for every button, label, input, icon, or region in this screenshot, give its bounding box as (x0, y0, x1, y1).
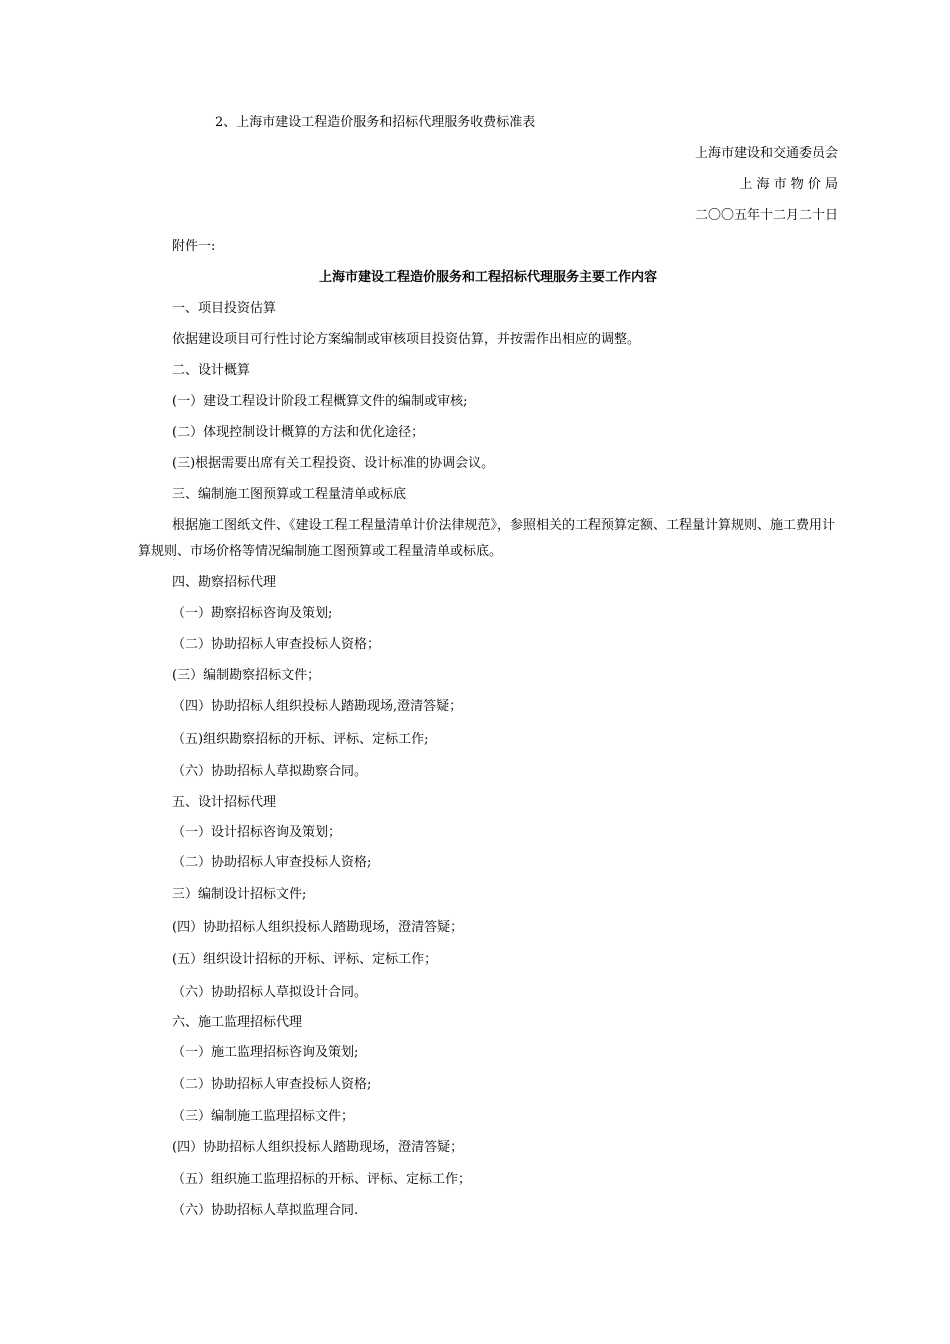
list-item: （五）组织施工监理招标的开标、评标、定标工作； (172, 1172, 472, 1187)
section-heading: 一、项目投资估算 (172, 301, 277, 316)
section-heading: 五、设计招标代理 (172, 795, 277, 810)
section-paragraph: 根据施工图纸文件、《建设工程工程量清单计价法律规范》，参照相关的工程预算定额、工程量计算规则、施工费用计算规则、市场价格等情况编制施工图预算或工程量清单或标底。 (138, 518, 836, 559)
section-heading: 四、勘察招标代理 (172, 575, 277, 590)
attachment-label: 附件一: (172, 239, 216, 254)
list-item: 三）编制设计招标文件; (172, 887, 307, 902)
document-title: 上海市建设工程造价服务和工程招标代理服务主要工作内容 (318, 270, 657, 285)
section-heading: 三、编制施工图预算或工程量清单或标底 (172, 487, 407, 502)
list-item: (一）建设工程设计阶段工程概算文件的编制或审核; (172, 394, 468, 409)
list-item: （六）协助招标人草拟勘察合同。 (172, 764, 368, 779)
list-item: （四）协助招标人组织投标人踏勘现场,澄清答疑； (172, 699, 463, 714)
section-text: 依据建设项目可行性讨论方案编制或审核项目投资估算，并按需作出相应的调整。 (172, 332, 641, 347)
list-item: (五）组织设计招标的开标、评标、定标工作； (172, 952, 438, 967)
issuer-construction-committee: 上海市建设和交通委员会 (694, 146, 838, 161)
list-item: (三）编制勘察招标文件； (172, 668, 321, 683)
list-item: （六）协助招标人草拟监理合同. (172, 1203, 359, 1218)
list-item: （五)组织勘察招标的开标、评标、定标工作; (172, 732, 429, 747)
list-item: （一）设计招标咨询及策划； (172, 825, 342, 840)
list-item: （六）协助招标人草拟设计合同。 (172, 985, 368, 1000)
issue-date: 二〇〇五年十二月二十日 (694, 208, 838, 223)
list-item: (二）体现控制设计概算的方法和优化途径； (172, 425, 425, 440)
list-item: （二）协助招标人审查投标人资格; (172, 1077, 372, 1092)
list-item: （一）勘察招标咨询及策划; (172, 606, 333, 621)
list-item: (四）协助招标人组织投标人踏勘现场，澄清答疑； (172, 1140, 464, 1155)
list-item: (四）协助招标人组织投标人踏勘现场，澄清答疑； (172, 920, 464, 935)
section-heading: 六、施工监理招标代理 (172, 1015, 303, 1030)
list-item: （二）协助招标人审查投标人资格; (172, 855, 372, 870)
list-item: (三)根据需要出席有关工程投资、设计标准的协调会议。 (172, 456, 495, 471)
intro-item: 2、上海市建设工程造价服务和招标代理服务收费标准表 (215, 115, 536, 130)
list-item: （一）施工监理招标咨询及策划; (172, 1045, 359, 1060)
issuer-price-bureau: 上 海 市 物 价 局 (739, 177, 838, 192)
list-item: （二）协助招标人审查投标人资格； (172, 637, 381, 652)
section-heading: 二、设计概算 (172, 363, 251, 378)
list-item: （三）编制施工监理招标文件； (172, 1109, 355, 1124)
